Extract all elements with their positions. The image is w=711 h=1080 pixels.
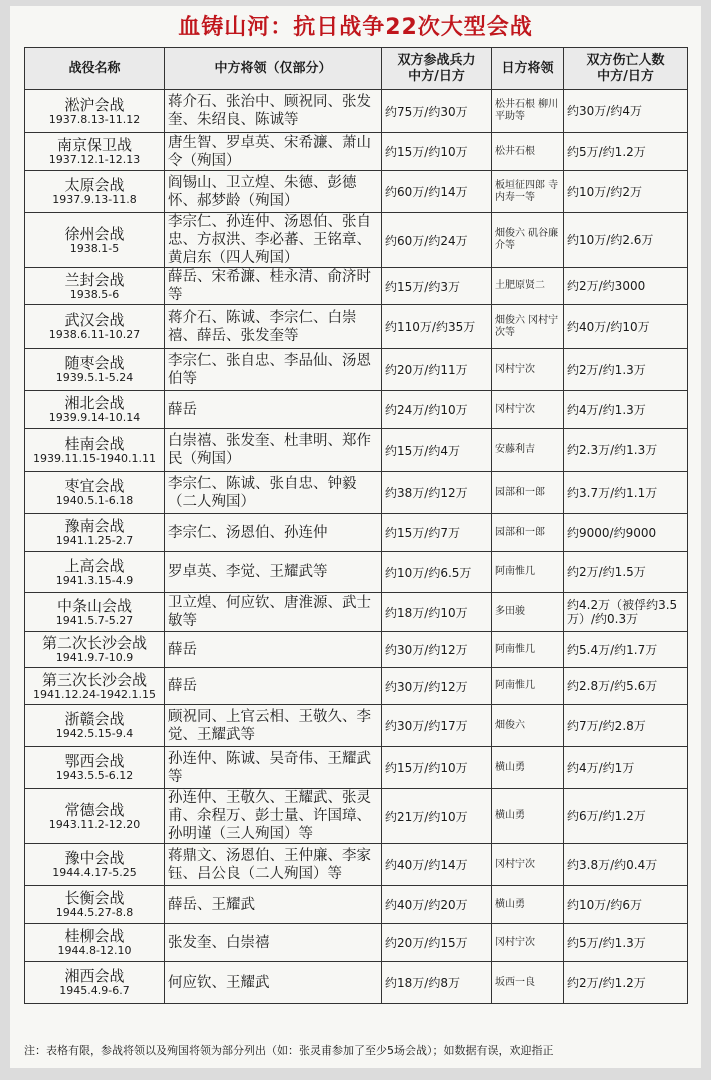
header-casualties-line1: 双方伤亡人数	[586, 52, 665, 68]
strength-cell: 约21万/约10万	[382, 789, 492, 844]
casualties-cell: 约30万/约4万	[564, 90, 688, 133]
battle-name: 桂柳会战	[64, 927, 125, 945]
header-casualties-line2: 中方/日方	[597, 68, 654, 84]
battle-cell	[25, 789, 165, 844]
cn-commanders-cell: 顾祝同、上官云相、王敬久、李觉、王耀武等	[165, 705, 382, 747]
jp-commanders-cell: 多田骏	[492, 593, 564, 632]
casualties-cell: 约10万/约2.6万	[564, 213, 688, 268]
strength-cell: 约15万/约7万	[382, 514, 492, 552]
battle-name: 随枣会战	[64, 354, 125, 372]
battle-cell	[25, 472, 165, 514]
table-row	[25, 844, 688, 886]
cn-commanders-cell: 蒋介石、张治中、顾祝同、张发奎、朱绍良、陈诚等	[165, 90, 382, 133]
battle-name: 湘北会战	[64, 394, 125, 412]
casualties-cell: 约2万/约1.2万	[564, 962, 688, 1004]
battle-name: 兰封会战	[64, 270, 125, 289]
jp-commanders-cell: 阿南惟几	[492, 552, 564, 593]
battle-date: 1944.4.17-5.25	[52, 866, 137, 879]
battle-date: 1937.12.1-12.13	[48, 153, 141, 166]
battle-date: 1941.1.25-2.7	[55, 534, 134, 547]
table-row	[25, 514, 688, 552]
battle-date: 1943.5.5-6.12	[55, 769, 134, 782]
casualties-cell: 约2.3万/约1.3万	[564, 429, 688, 472]
battle-name: 中条山会战	[56, 596, 132, 615]
strength-cell: 约20万/约11万	[382, 349, 492, 391]
battle-cell	[25, 924, 165, 962]
battle-date: 1942.5.15-9.4	[55, 727, 134, 740]
battle-name: 长衡会战	[64, 889, 125, 907]
battle-name: 豫中会战	[64, 849, 125, 867]
casualties-cell: 约2万/约3000	[564, 268, 688, 305]
battle-name: 第二次长沙会战	[41, 634, 147, 652]
battle-name: 鄂西会战	[64, 752, 125, 770]
battle-cell	[25, 133, 165, 171]
cn-commanders-cell: 白崇禧、张发奎、杜聿明、郑作民（殉国）	[165, 429, 382, 472]
jp-commanders-cell: 园部和一郎	[492, 514, 564, 552]
battle-name: 上高会战	[64, 556, 125, 575]
jp-commanders-cell: 冈村宁次	[492, 844, 564, 886]
battle-date: 1939.11.15-1940.1.11	[33, 451, 156, 465]
casualties-cell: 约10万/约6万	[564, 886, 688, 924]
battles-table	[24, 47, 688, 1004]
battle-cell	[25, 171, 165, 213]
header-strength-line1: 双方参战兵力	[397, 52, 476, 68]
battle-cell	[25, 962, 165, 1004]
strength-cell: 约15万/约3万	[382, 268, 492, 305]
jp-commanders-cell: 阿南惟几	[492, 668, 564, 705]
casualties-cell: 约3.7万/约1.1万	[564, 472, 688, 514]
cn-commanders-cell: 阎锡山、卫立煌、朱德、彭德怀、郝梦龄（殉国）	[165, 171, 382, 213]
jp-commanders-cell: 畑俊六 冈村宁次等	[492, 305, 564, 349]
battle-cell	[25, 514, 165, 552]
battle-name: 南京保卫战	[56, 136, 132, 154]
battle-date: 1939.5.1-5.24	[55, 371, 134, 384]
cn-commanders-cell: 张发奎、白崇禧	[165, 924, 382, 962]
table-row	[25, 747, 688, 789]
battle-date: 1941.5.7-5.27	[55, 613, 134, 627]
casualties-cell: 约5.4万/约1.7万	[564, 632, 688, 668]
battle-cell	[25, 705, 165, 747]
header-casualties	[564, 48, 688, 90]
jp-commanders-cell: 横山勇	[492, 886, 564, 924]
battle-cell	[25, 268, 165, 305]
battle-cell	[25, 747, 165, 789]
jp-commanders-cell: 园部和一郎	[492, 472, 564, 514]
battle-cell	[25, 668, 165, 705]
footnote: 注：表格有限，参战将领以及殉国将领为部分列出（如：张灵甫参加了至少5场会战）；如数据有误，欢迎指正	[24, 1044, 554, 1057]
strength-cell: 约40万/约20万	[382, 886, 492, 924]
casualties-cell: 约4万/约1万	[564, 747, 688, 789]
jp-commanders-cell: 松井石根	[492, 133, 564, 171]
table-row	[25, 924, 688, 962]
cn-commanders-cell: 孙连仲、王敬久、王耀武、张灵甫、余程万、彭士量、许国璋、孙明谨（三人殉国）等	[165, 789, 382, 844]
table-row	[25, 213, 688, 268]
table-row	[25, 349, 688, 391]
battle-cell	[25, 391, 165, 429]
jp-commanders-cell: 坂西一良	[492, 962, 564, 1004]
table-row	[25, 90, 688, 133]
battle-cell	[25, 349, 165, 391]
cn-commanders-cell: 罗卓英、李觉、王耀武等	[165, 552, 382, 593]
jp-commanders-cell: 横山勇	[492, 747, 564, 789]
battle-name: 浙赣会战	[64, 710, 125, 728]
strength-cell: 约30万/约17万	[382, 705, 492, 747]
jp-commanders-cell: 横山勇	[492, 789, 564, 844]
table-row	[25, 171, 688, 213]
table-header-row	[25, 48, 688, 90]
cn-commanders-cell: 李宗仁、孙连仲、汤恩伯、张自忠、方叔洪、李必蕃、王铭章、黄启东（四人殉国）	[165, 213, 382, 268]
battle-date: 1941.12.24-1942.1.15	[33, 687, 156, 701]
cn-commanders-cell: 薛岳、王耀武	[165, 886, 382, 924]
cn-commanders-cell: 李宗仁、张自忠、李品仙、汤恩伯等	[165, 349, 382, 391]
casualties-cell: 约6万/约1.2万	[564, 789, 688, 844]
casualties-cell: 约9000/约9000	[564, 514, 688, 552]
battle-cell	[25, 844, 165, 886]
battle-date: 1945.4.9-6.7	[59, 984, 130, 997]
battle-date: 1938.1-5	[69, 241, 120, 255]
battle-date: 1944.5.27-8.8	[55, 906, 134, 919]
table-row	[25, 632, 688, 668]
table-row	[25, 268, 688, 305]
strength-cell: 约30万/约12万	[382, 632, 492, 668]
casualties-cell: 约5万/约1.3万	[564, 924, 688, 962]
table-row	[25, 593, 688, 632]
casualties-cell: 约5万/约1.2万	[564, 133, 688, 171]
battle-cell	[25, 305, 165, 349]
jp-commanders-cell: 安藤利吉	[492, 429, 564, 472]
battle-name: 徐州会战	[64, 224, 125, 243]
cn-commanders-cell: 李宗仁、陈诚、张自忠、钟毅（二人殉国）	[165, 472, 382, 514]
cn-commanders-cell: 薛岳	[165, 668, 382, 705]
casualties-cell: 约4.2万（被俘约3.5万）/约0.3万	[564, 593, 688, 632]
table-row	[25, 305, 688, 349]
cn-commanders-cell: 薛岳	[165, 632, 382, 668]
table-row	[25, 552, 688, 593]
strength-cell: 约60万/约14万	[382, 171, 492, 213]
battle-cell	[25, 429, 165, 472]
jp-commanders-cell: 冈村宁次	[492, 924, 564, 962]
table-row	[25, 429, 688, 472]
jp-commanders-cell: 冈村宁次	[492, 391, 564, 429]
table-row	[25, 668, 688, 705]
battle-name: 桂南会战	[64, 434, 125, 453]
battle-date: 1944.8-12.10	[57, 944, 132, 957]
jp-commanders-cell: 畑俊六 矶谷廉介等	[492, 213, 564, 268]
battle-cell	[25, 90, 165, 133]
cn-commanders-cell: 蒋鼎文、汤恩伯、王仲廉、李家钰、吕公良（二人殉国）等	[165, 844, 382, 886]
cn-commanders-cell: 薛岳、宋希濂、桂永清、俞济时等	[165, 268, 382, 305]
cn-commanders-cell: 卫立煌、何应钦、唐淮源、武士敏等	[165, 593, 382, 632]
battle-date: 1937.8.13-11.12	[48, 112, 141, 126]
battle-date: 1941.3.15-4.9	[55, 573, 134, 587]
casualties-cell: 约3.8万/约0.4万	[564, 844, 688, 886]
jp-commanders-cell: 土肥原贤二	[492, 268, 564, 305]
jp-commanders-cell: 阿南惟几	[492, 632, 564, 668]
table-row	[25, 962, 688, 1004]
cn-commanders-cell: 何应钦、王耀武	[165, 962, 382, 1004]
casualties-cell: 约7万/约2.8万	[564, 705, 688, 747]
battle-date: 1941.9.7-10.9	[55, 651, 134, 664]
header-battle: 战役名称	[25, 48, 165, 90]
battle-name: 枣宜会战	[64, 477, 125, 495]
strength-cell: 约24万/约10万	[382, 391, 492, 429]
battle-cell	[25, 632, 165, 668]
casualties-cell: 约2.8万/约5.6万	[564, 668, 688, 705]
cn-commanders-cell: 蒋介石、陈诚、李宗仁、白崇禧、薛岳、张发奎等	[165, 305, 382, 349]
table-row	[25, 133, 688, 171]
strength-cell: 约110万/约35万	[382, 305, 492, 349]
cn-commanders-cell: 李宗仁、汤恩伯、孙连仲	[165, 514, 382, 552]
table-row	[25, 391, 688, 429]
casualties-cell: 约40万/约10万	[564, 305, 688, 349]
battle-date: 1938.6.11-10.27	[48, 328, 141, 341]
strength-cell: 约40万/约14万	[382, 844, 492, 886]
strength-cell: 约20万/约15万	[382, 924, 492, 962]
page-title: 血铸山河：抗日战争22次大型会战	[178, 15, 533, 40]
strength-cell: 约75万/约30万	[382, 90, 492, 133]
header-strength	[382, 48, 492, 90]
battle-name: 常德会战	[64, 800, 125, 819]
casualties-cell: 约2万/约1.3万	[564, 349, 688, 391]
strength-cell: 约60万/约24万	[382, 213, 492, 268]
casualties-cell: 约2万/约1.5万	[564, 552, 688, 593]
battle-name: 太原会战	[64, 176, 125, 194]
strength-cell: 约30万/约12万	[382, 668, 492, 705]
battle-cell	[25, 552, 165, 593]
casualties-cell: 约4万/约1.3万	[564, 391, 688, 429]
casualties-cell: 约10万/约2万	[564, 171, 688, 213]
header-cn-commanders: 中方将领（仅部分）	[165, 48, 382, 90]
battle-date: 1940.5.1-6.18	[55, 494, 134, 507]
document-sheet	[10, 6, 701, 1068]
battle-cell	[25, 886, 165, 924]
table-body	[25, 90, 688, 1004]
jp-commanders-cell: 冈村宁次	[492, 349, 564, 391]
cn-commanders-cell: 薛岳	[165, 391, 382, 429]
table-row	[25, 705, 688, 747]
strength-cell: 约18万/约10万	[382, 593, 492, 632]
header-jp-commanders: 日方将领	[492, 48, 564, 90]
cn-commanders-cell: 唐生智、罗卓英、宋希濂、萧山令（殉国）	[165, 133, 382, 171]
battle-name: 豫南会战	[64, 517, 125, 535]
table-row	[25, 789, 688, 844]
strength-cell: 约15万/约4万	[382, 429, 492, 472]
battle-date: 1939.9.14-10.14	[48, 411, 141, 424]
strength-cell: 约15万/约10万	[382, 133, 492, 171]
jp-commanders-cell: 畑俊六	[492, 705, 564, 747]
strength-cell: 约10万/约6.5万	[382, 552, 492, 593]
battle-name: 武汉会战	[64, 311, 125, 329]
battle-date: 1938.5-6	[69, 287, 120, 301]
battle-name: 淞沪会战	[64, 95, 125, 114]
jp-commanders-cell: 松井石根 柳川平助等	[492, 90, 564, 133]
battle-date: 1943.11.2-12.20	[48, 817, 141, 831]
table-row	[25, 472, 688, 514]
battle-date: 1937.9.13-11.8	[52, 193, 137, 206]
header-strength-line2: 中方/日方	[408, 68, 465, 84]
jp-commanders-cell: 板垣征四郎 寺内寿一等	[492, 171, 564, 213]
cn-commanders-cell: 孙连仲、陈诚、吴奇伟、王耀武等	[165, 747, 382, 789]
strength-cell: 约15万/约10万	[382, 747, 492, 789]
battle-name: 第三次长沙会战	[41, 670, 147, 689]
battle-cell	[25, 593, 165, 632]
strength-cell: 约18万/约8万	[382, 962, 492, 1004]
battle-cell	[25, 213, 165, 268]
strength-cell: 约38万/约12万	[382, 472, 492, 514]
table-row	[25, 886, 688, 924]
battle-name: 湘西会战	[64, 967, 125, 985]
